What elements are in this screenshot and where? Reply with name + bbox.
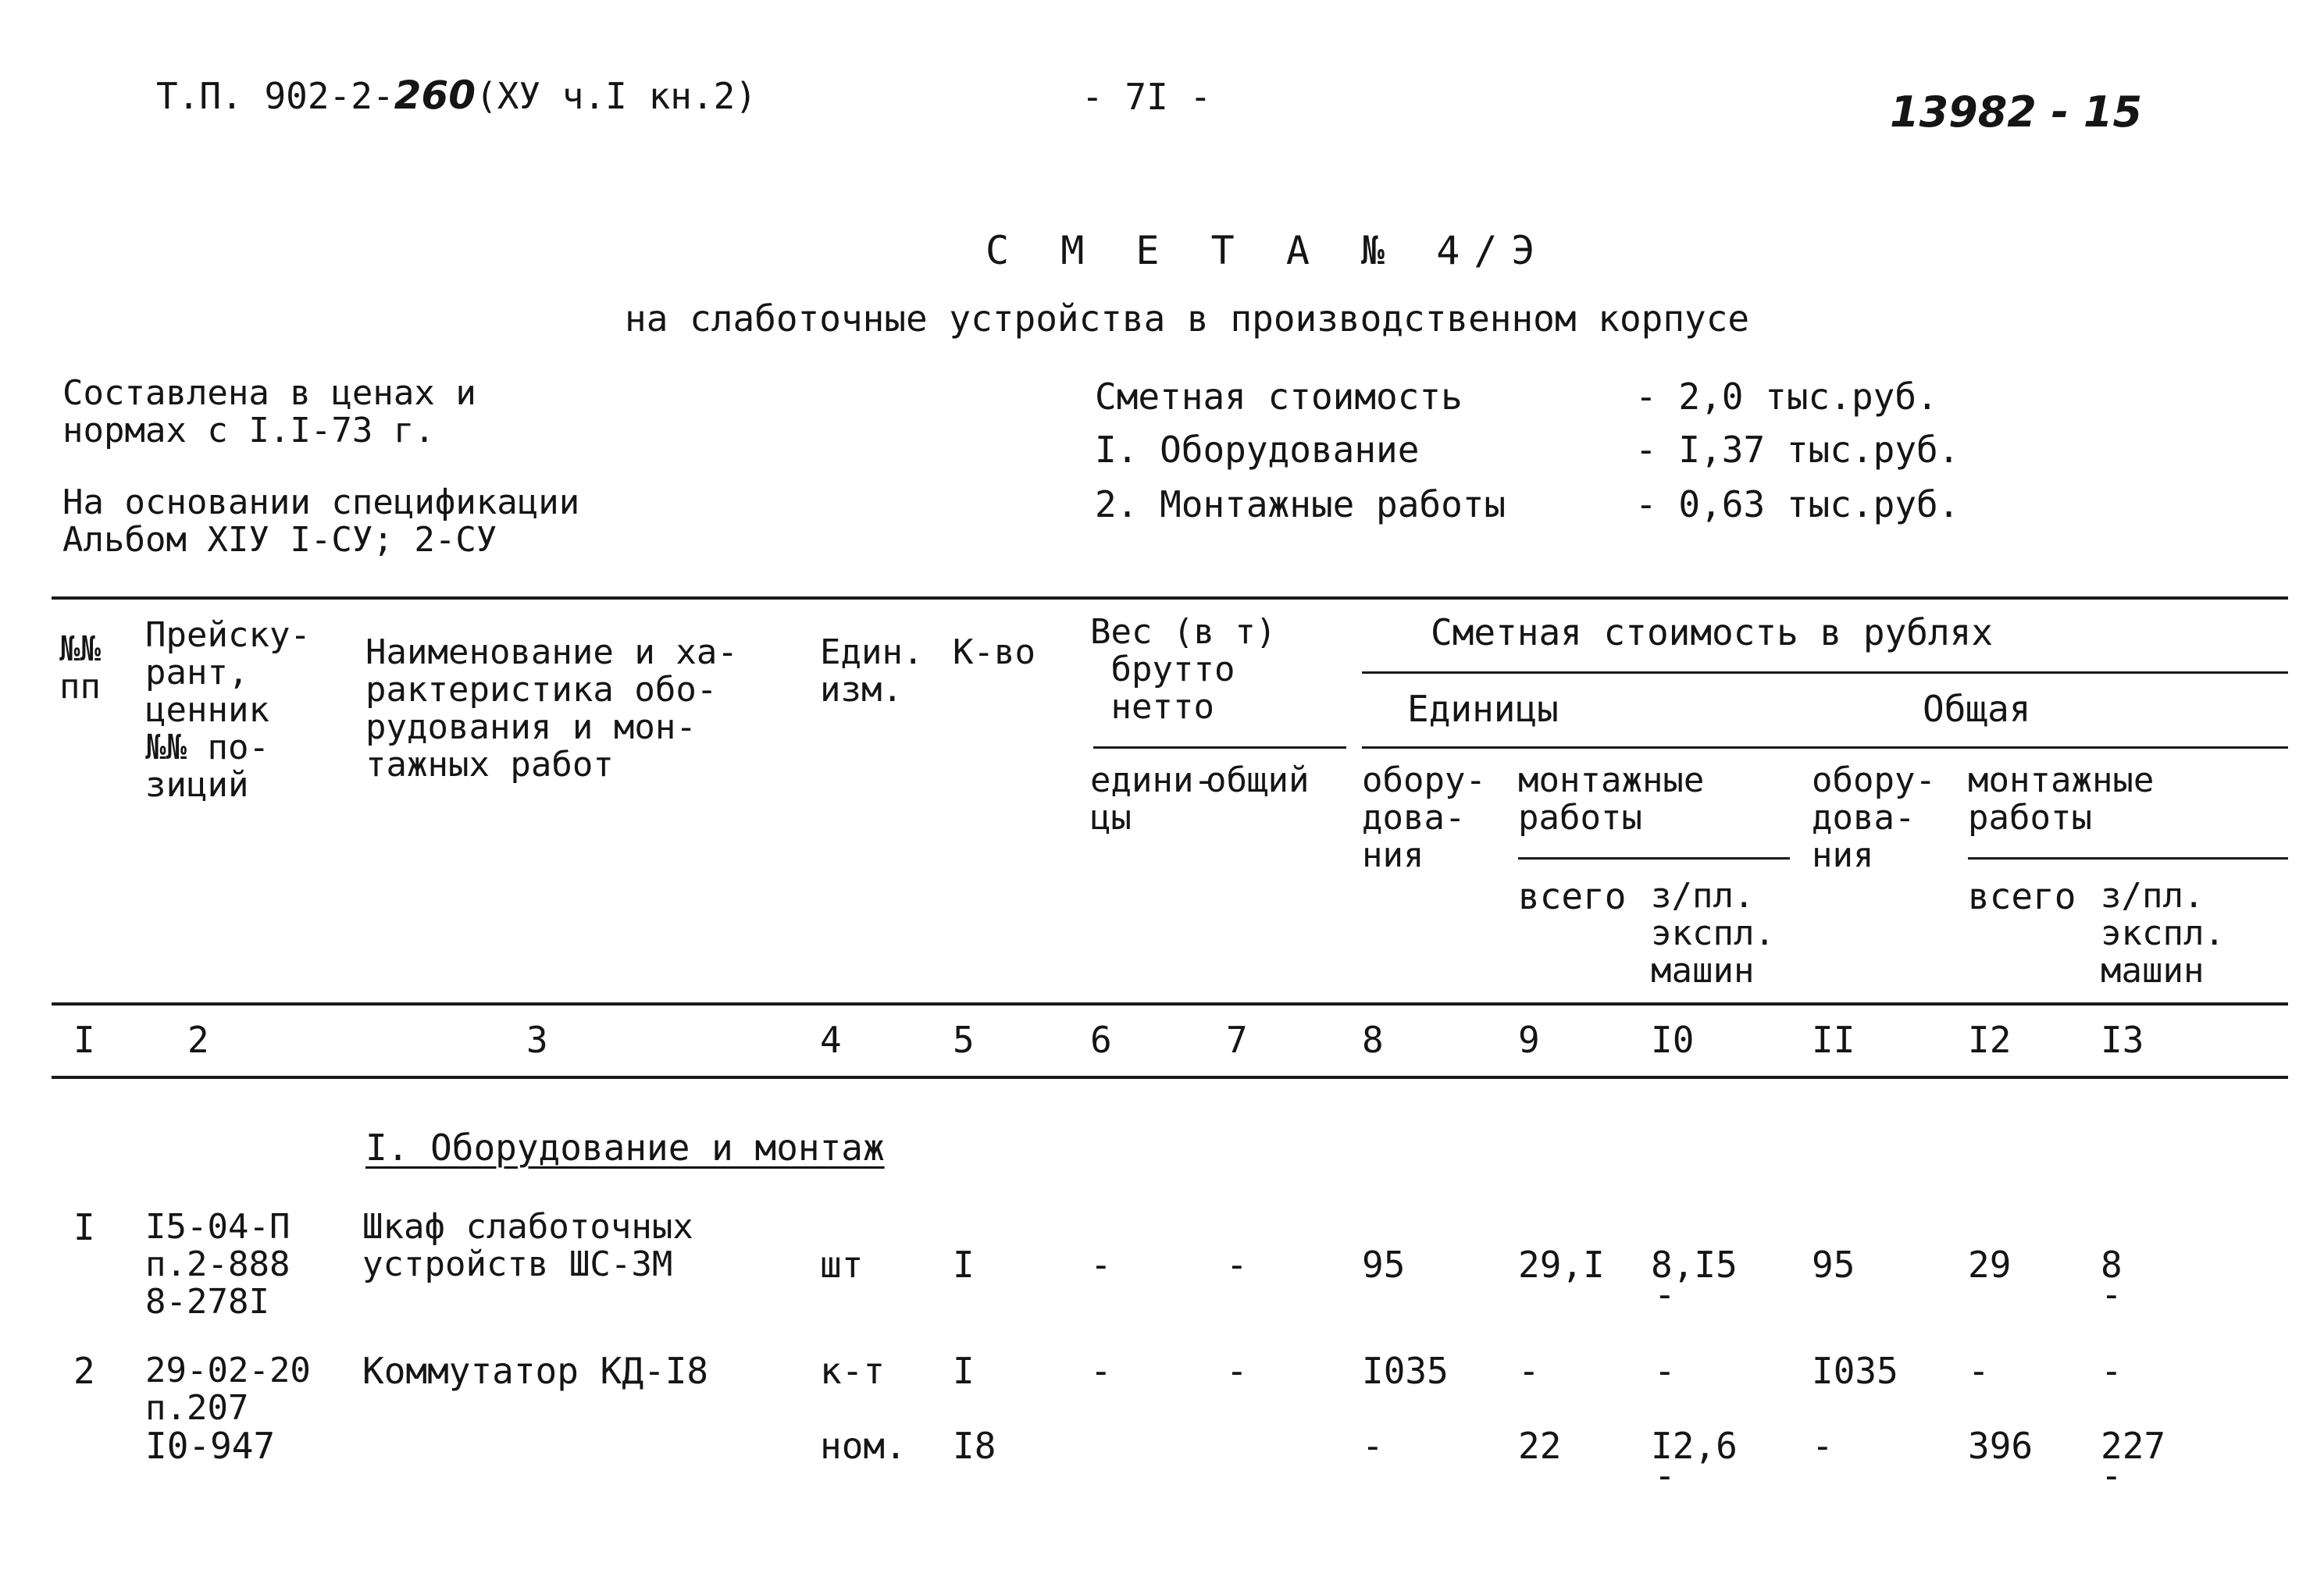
- weight-total-header: общий: [1206, 760, 1310, 800]
- row-2-qty: I: [953, 1350, 975, 1392]
- weight-group-header: Вес (в т) брутто нетто: [1090, 612, 1277, 727]
- row-3-unit-equipment: -: [1362, 1425, 1384, 1467]
- composed-note: Составлена в ценах и нормах с I.I-73 г.: [62, 373, 476, 450]
- unit-mounting-header: монтажные работы: [1518, 760, 1705, 838]
- total-wages-header: з/пл. экспл. машин: [2101, 876, 2225, 991]
- col-name-header: Наименование и ха- рактеристика обо- рудования и мон- тажных работ: [365, 632, 738, 785]
- row-1-unit-wage-underscore: -: [1654, 1273, 1676, 1315]
- basis-note: На основании спецификации Альбом ХIУ I-СУ; 2-СУ: [62, 482, 580, 560]
- section-title: [365, 1127, 885, 1169]
- row-2-name: Коммутатор КД-I8: [362, 1350, 709, 1392]
- column-number: 4: [820, 1019, 842, 1061]
- section-title-text: I. Оборудование и монтаж: [365, 1127, 885, 1169]
- row-1-name: Шкаф слаботочных устройств ШС-3М: [362, 1207, 693, 1284]
- cost-group-rule: [1362, 671, 2288, 674]
- document-code-handwritten: 260: [394, 73, 476, 118]
- mounting-value: - 0,63 тыс.руб.: [1635, 483, 1960, 525]
- row-1-total-equipment: 95: [1812, 1244, 1855, 1286]
- cost-label: Сметная стоимость: [1095, 376, 1463, 418]
- document-code: [156, 73, 757, 118]
- row-2-total-equipment: I035: [1812, 1350, 1898, 1392]
- row-2-pricelist: 29-02-20 п.207: [145, 1351, 311, 1428]
- cost-value: - 2,0 тыс.руб.: [1635, 376, 1938, 418]
- row-1-total-wage: 8: [2101, 1244, 2123, 1286]
- row-2-weight-total: -: [1226, 1350, 1248, 1392]
- row-1-total-wage-underscore: -: [2101, 1273, 2123, 1315]
- unit-mounting-rule: [1518, 857, 1790, 860]
- row-1-qty: I: [953, 1244, 975, 1286]
- document-code-prefix: Т.П. 902-2-: [156, 75, 394, 117]
- row-3-unit-wage: I2,6: [1651, 1425, 1738, 1467]
- row-3-qty: I8: [953, 1425, 996, 1467]
- row-1-total-all: 29: [1968, 1244, 2012, 1286]
- row-1-unit-equipment: 95: [1362, 1244, 1406, 1286]
- column-number: 5: [953, 1019, 975, 1061]
- row-3-pricelist: I0-947: [145, 1425, 276, 1467]
- row-3-total-wage-underscore: -: [2101, 1454, 2123, 1497]
- column-number: I: [73, 1019, 95, 1061]
- unit-total-rule: [1362, 746, 2288, 749]
- col-unit-header: Един. изм.: [820, 632, 924, 710]
- column-number: II: [1812, 1019, 1855, 1061]
- row-1-pricelist: I5-04-П п.2-888 8-278I: [145, 1207, 290, 1322]
- column-number: 3: [526, 1019, 548, 1061]
- row-3-unit: ном.: [820, 1425, 907, 1467]
- row-3-unit-wage-underscore: -: [1654, 1454, 1676, 1497]
- mounting-label: 2. Монтажные работы: [1095, 483, 1506, 525]
- equipment-value: - I,37 тыс.руб.: [1635, 429, 1960, 471]
- column-number: 8: [1362, 1019, 1384, 1061]
- row-3-total-all: 396: [1968, 1425, 2034, 1467]
- weight-group-rule: [1093, 746, 1346, 749]
- column-number: 2: [187, 1019, 209, 1061]
- row-2-unit-equipment: I035: [1362, 1350, 1449, 1392]
- row-2-weight-unit: -: [1090, 1350, 1112, 1392]
- row-2-unit-all: -: [1518, 1350, 1540, 1392]
- total-all-header: всего: [1968, 875, 2076, 917]
- column-number: I3: [2101, 1019, 2144, 1061]
- row-1-unit: шт: [820, 1244, 864, 1286]
- row-3-total-wage: 227: [2101, 1425, 2166, 1467]
- unit-all-header: всего: [1518, 875, 1627, 917]
- row-2-unit-wage: -: [1654, 1350, 1676, 1392]
- total-group-header: Общая: [1923, 688, 2031, 730]
- weight-unit-header: едини- цы: [1090, 760, 1214, 838]
- table-top-rule: [52, 596, 2288, 600]
- col-qty-header: К-во: [953, 632, 1035, 672]
- row-1-weight-unit: -: [1090, 1244, 1112, 1286]
- total-mounting-header: монтажные работы: [1968, 760, 2155, 838]
- column-number: 6: [1090, 1019, 1112, 1061]
- row-1-weight-total: -: [1226, 1244, 1248, 1286]
- row-1-num: I: [73, 1206, 95, 1248]
- estimate-title: С М Е Т А № 4/Э: [986, 228, 1549, 273]
- total-equipment-header: обору- дова- ния: [1812, 760, 1936, 875]
- row-2-total-all: -: [1968, 1350, 1990, 1392]
- unit-equipment-header: обору- дова- ния: [1362, 760, 1486, 875]
- column-number-rule: [52, 1076, 2288, 1079]
- row-1-unit-all: 29,I: [1518, 1244, 1605, 1286]
- row-2-num: 2: [73, 1350, 95, 1392]
- estimate-subtitle: на слаботочные устройства в производственном корпусе: [625, 297, 1750, 340]
- row-2-unit: к-т: [820, 1350, 886, 1392]
- document-code-suffix: (ХУ ч.I кн.2): [476, 75, 757, 117]
- header-bottom-rule: [52, 1002, 2288, 1006]
- row-2-total-wage: -: [2101, 1350, 2123, 1392]
- unit-wages-header: з/пл. экспл. машин: [1651, 876, 1775, 991]
- column-number: I0: [1651, 1019, 1695, 1061]
- equipment-label: I. Оборудование: [1095, 429, 1420, 471]
- total-mounting-rule: [1968, 857, 2288, 860]
- row-3-total-equipment: -: [1812, 1425, 1834, 1467]
- column-number: 9: [1518, 1019, 1540, 1061]
- stamp-number: 13982 - 15: [1890, 87, 2143, 137]
- cost-group-header: Сметная стоимость в рублях: [1431, 611, 1994, 653]
- col-num-header: №№ пп: [59, 629, 101, 707]
- col-pricelist-header: Прейску- рант, ценник №№ по- зиций: [145, 615, 311, 805]
- row-1-unit-wage: 8,I5: [1651, 1244, 1738, 1286]
- page-number: - 7I -: [1082, 76, 1212, 118]
- unit-group-header: Единицы: [1407, 688, 1559, 730]
- column-number: I2: [1968, 1019, 2012, 1061]
- column-number: 7: [1226, 1019, 1248, 1061]
- row-3-unit-all: 22: [1518, 1425, 1562, 1467]
